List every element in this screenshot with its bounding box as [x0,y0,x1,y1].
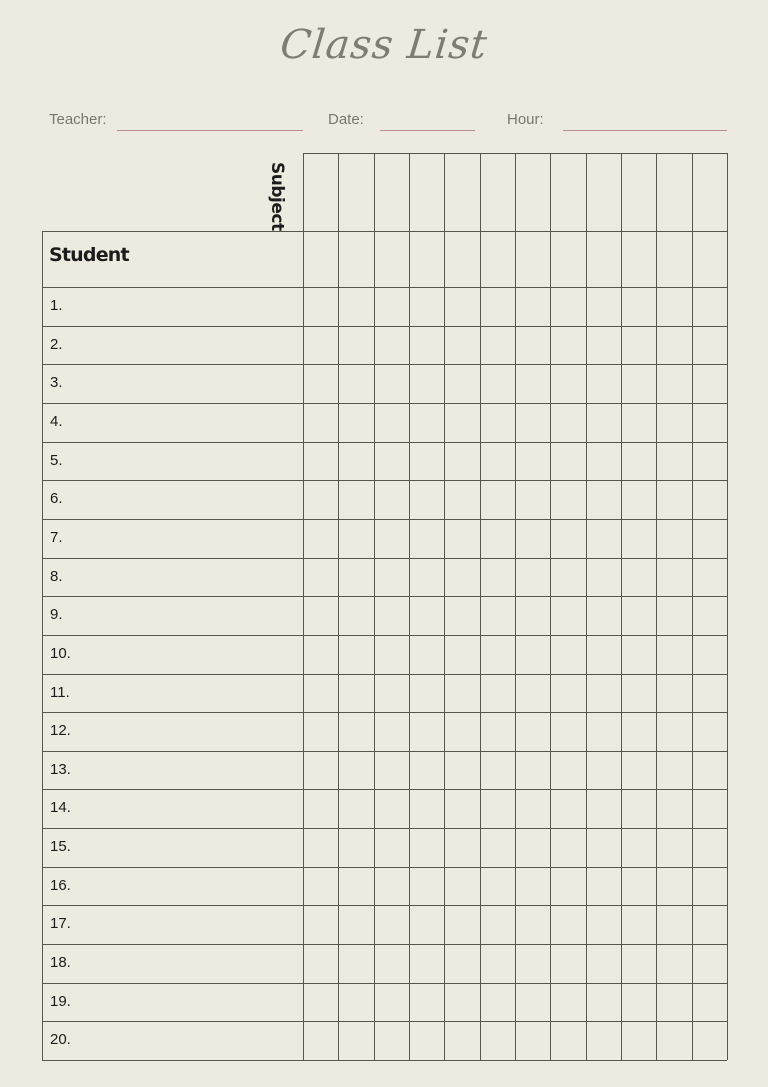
page-title: Class List [278,22,490,68]
student-row-number: 15. [50,838,71,856]
student-row-number: 17. [50,915,71,933]
student-row-number: 1. [50,297,63,314]
date-label: Date: [328,111,364,128]
student-row-number: 2. [50,335,63,353]
student-row-number: 11. [50,683,70,701]
student-row-number: 4. [50,412,63,430]
student-row-number: 5. [50,451,63,469]
student-row-number: 10. [50,644,71,662]
student-row-number: 16. [50,876,71,894]
student-row-number: 19. [50,992,71,1010]
student-row-number: 20. [50,1031,71,1049]
hour-label: Hour: [507,111,544,128]
student-row-number: 13. [50,760,71,778]
student-row-number: 14. [50,799,71,817]
student-row-number: 3. [50,374,63,392]
student-row-number: 18. [50,954,71,972]
subject-header: Subject [267,162,287,231]
student-row-number: 12. [50,722,71,740]
student-row-number: 7. [50,528,63,546]
student-row-number: 8. [50,567,63,585]
teacher-label: Teacher: [49,111,107,128]
student-row-number: 6. [50,490,63,508]
student-row-number: 9. [50,606,63,624]
student-header: Student [49,244,129,266]
